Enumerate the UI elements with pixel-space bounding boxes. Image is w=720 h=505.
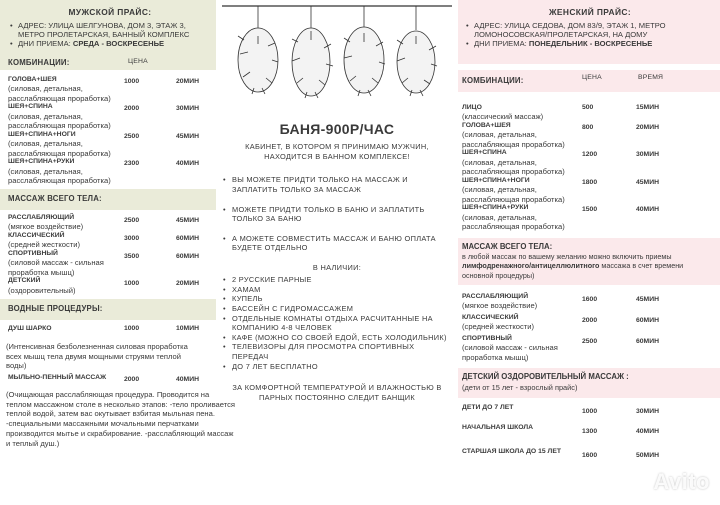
womens-combo-row: 800 20МИН ГОЛОВА+ШЕЯ (силовая, детальная, расслабляющая проработка) [462, 121, 660, 149]
banya-option: • МОЖЕТЕ ПРИДТИ ТОЛЬКО В БАНЮ И ЗАПЛАТИТЬ ТОЛЬКО ЗА БАНЮ [218, 205, 452, 224]
mens-body-row: 3000 60МИН КЛАССИЧЕСКИЙ (средней жесткости) [8, 231, 200, 250]
mens-address: • АДРЕС: УЛИЦА ШЕЛГУНОВА, ДОМ 3, ЭТАЖ 3, МЕТРО ПРОЛЕТАРСКАЯ, БАННЫЙ КОМПЛЕКС [10, 21, 210, 40]
amenity-item: • 2 РУССКИЕ ПАРНЫЕ [218, 275, 452, 285]
mens-body-header: МАССАЖ ВСЕГО ТЕЛА: [0, 189, 216, 210]
womens-price-header [458, 0, 720, 64]
birch-brooms-illustration [218, 0, 456, 112]
womens-combo-row: 1200 30МИН ШЕЯ+СПИНА (силовая, детальная, расслабляющая проработка) [462, 149, 660, 177]
amenity-item: • ТЕЛЕВИЗОРЫ ДЛЯ ПРОСМОТРА СПОРТИВНЫХ ПЕРЕДАЧ [218, 342, 452, 361]
mens-days: • ДНИ ПРИЕМА: СРЕДА - ВОСКРЕСЕНЬЕ [10, 39, 210, 48]
mens-sharko-description: (Интенсивная безболезненная силовая проработка всех мышц тела двумя мощными струями теплой воды) [6, 341, 188, 371]
womens-days: • ДНИ ПРИЕМА: ПОНЕДЕЛЬНИК - ВОСКРЕСЕНЬЕ [466, 39, 714, 48]
banya-footer-note: ЗА КОМФОРТНОЙ ТЕМПЕРАТУРОЙ И ВЛАЖНОСТЬЮ В ПАРНЫХ ПОСТОЯННО СЛЕДИТ БАНЩИК [232, 383, 442, 402]
womens-kids-row: 1300 40МИН НАЧАЛЬНАЯ ШКОЛА [462, 423, 660, 435]
womens-combo-row: 500 15МИН ЛИЦО (классический массаж) [462, 104, 660, 122]
womens-combo-row: 1800 45МИН ШЕЯ+СПИНА+НОГИ (силовая, детальная, расслабляющая проработка) [462, 176, 660, 204]
amenity-item: • КАФЕ (МОЖНО СО СВОЕЙ ЕДОЙ, ЕСТЬ ХОЛОДИЛЬНИК) [218, 333, 452, 343]
womens-combos-header: КОМБИНАЦИИ: ЦЕНА ВРЕМЯ [458, 70, 720, 92]
mens-combos-header: КОМБИНАЦИИ: ЦЕНА [0, 56, 216, 70]
mens-combo-row: 2300 40МИН ШЕЯ+СПИНА+РУКИ (силовая, детальная, расслабляющая проработка) [8, 158, 200, 186]
womens-combo-row: 1500 40МИН ШЕЯ+СПИНА+РУКИ (силовая, детальная, расслабляющая проработка) [462, 204, 660, 232]
mens-body-row: 2500 45МИН РАССЛАБЛЯЮЩИЙ (мягкое воздействие) [8, 213, 200, 232]
avito-watermark: Avito [653, 469, 710, 494]
amenity-item: • ДО 7 ЛЕТ БЕСПЛАТНО [218, 362, 452, 372]
womens-kids-row: 1600 50МИН СТАРШАЯ ШКОЛА ДО 15 ЛЕТ [462, 447, 660, 459]
womens-body-header: МАССАЖ ВСЕГО ТЕЛА: в любой массаж по вашему желанию можно включить приемы лимфодренажного/антицеллюлитного массажа в счет времени основной процедуры) [458, 238, 720, 285]
womens-kids-row: 1000 30МИН ДЕТИ ДО 7 ЛЕТ [462, 403, 660, 415]
mens-price-title: МУЖСКОЙ ПРАЙС: [68, 7, 152, 17]
banya-subtitle: КАБИНЕТ, В КОТОРОМ Я ПРИНИМАЮ МУЖЧИН, НАХОДИТСЯ В БАННОМ КОМПЛЕКСЕ! [245, 142, 429, 161]
womens-body-row: 1600 45МИН РАССЛАБЛЯЮЩИЙ (мягкое воздействие) [462, 292, 660, 311]
mens-body-row: 1000 20МИН ДЕТСКИЙ (оздоровительный) [8, 277, 200, 295]
mens-water-row: 1000 10МИН ДУШ ШАРКО [8, 325, 200, 333]
banya-option: • А МОЖЕТЕ СОВМЕСТИТЬ МАССАЖ И БАНЮ ОПЛАТА БУДЕТЕ ОТДЕЛЬНО [218, 234, 452, 253]
amenity-item: • БАССЕЙН С ГИДРОМАССАЖЕМ [218, 304, 452, 314]
banya-price-title: БАНЯ-900Р/ЧАС [279, 121, 395, 137]
banya-info-column [218, 0, 456, 505]
mens-body-row: 3500 60МИН СПОРТИВНЫЙ (силовой массаж - сильная проработка мышц) [8, 249, 200, 277]
womens-body-row: 2000 60МИН КЛАССИЧЕСКИЙ (средней жесткости) [462, 313, 660, 332]
banya-option: • ВЫ МОЖЕТЕ ПРИДТИ ТОЛЬКО НА МАССАЖ И ЗАПЛАТИТЬ ТОЛЬКО ЗА МАССАЖ [218, 175, 452, 194]
mens-water-header: ВОДНЫЕ ПРОЦЕДУРЫ: [0, 299, 216, 320]
mens-combo-row: 2000 30МИН ШЕЯ+СПИНА (силовая, детальная, расслабляющая проработка) [8, 103, 200, 131]
mens-water-row: 2000 40МИН МЫЛЬНО-ПЕННЫЙ МАССАЖ [8, 374, 200, 384]
womens-price-title: ЖЕНСКИЙ ПРАЙС: [548, 7, 632, 17]
mens-price-column [0, 0, 236, 505]
mens-price-header [0, 0, 216, 56]
mens-combo-row: 2500 45МИН ШЕЯ+СПИНА+НОГИ (силовая, детальная, расслабляющая проработка) [8, 130, 200, 158]
banya-options-list [218, 175, 456, 253]
amenities-list [218, 275, 456, 371]
amenity-item: • КУПЕЛЬ [218, 294, 452, 304]
womens-address: • АДРЕС: УЛИЦА СЕДОВА, ДОМ 83/9, ЭТАЖ 1, МЕТРО ЛОМОНОСОВСКАЯ/ПРОЛЕТАРСКАЯ, НА ДОМУ [466, 21, 714, 40]
womens-kids-header: ДЕТСКИЙ ОЗДОРОВИТЕЛЬНЫЙ МАССАЖ : (дети от 15 лет - взрослый прайс) [458, 368, 720, 397]
womens-price-column [458, 0, 720, 505]
mens-soap-description: (Очищающая расслабляющая процедура. Проводится на теплом массажном столе в несколько этапов: -тело проливается теплой водой, затем вас окутывает взбитая мыльная пена. -специальными массажными мочальными перчатками производится мытье и скрабирование. -расслабляющий массаж и теплый душ.) [6, 389, 236, 449]
amenity-item: • ХАМАМ [218, 285, 452, 295]
available-heading: В НАЛИЧИИ: [312, 263, 362, 272]
womens-body-row: 2500 60МИН СПОРТИВНЫЙ (силовой массаж - сильная проработка мышц) [462, 334, 660, 362]
mens-combo-row: 1000 20МИН ГОЛОВА+ШЕЯ (силовая, детальная, расслабляющая проработка) [8, 76, 200, 103]
amenity-item: • ОТДЕЛЬНЫЕ КОМНАТЫ ОТДЫХА РАСЧИТАННЫЕ НА КОМПАНИЮ 4-8 ЧЕЛОВЕК [218, 314, 452, 333]
